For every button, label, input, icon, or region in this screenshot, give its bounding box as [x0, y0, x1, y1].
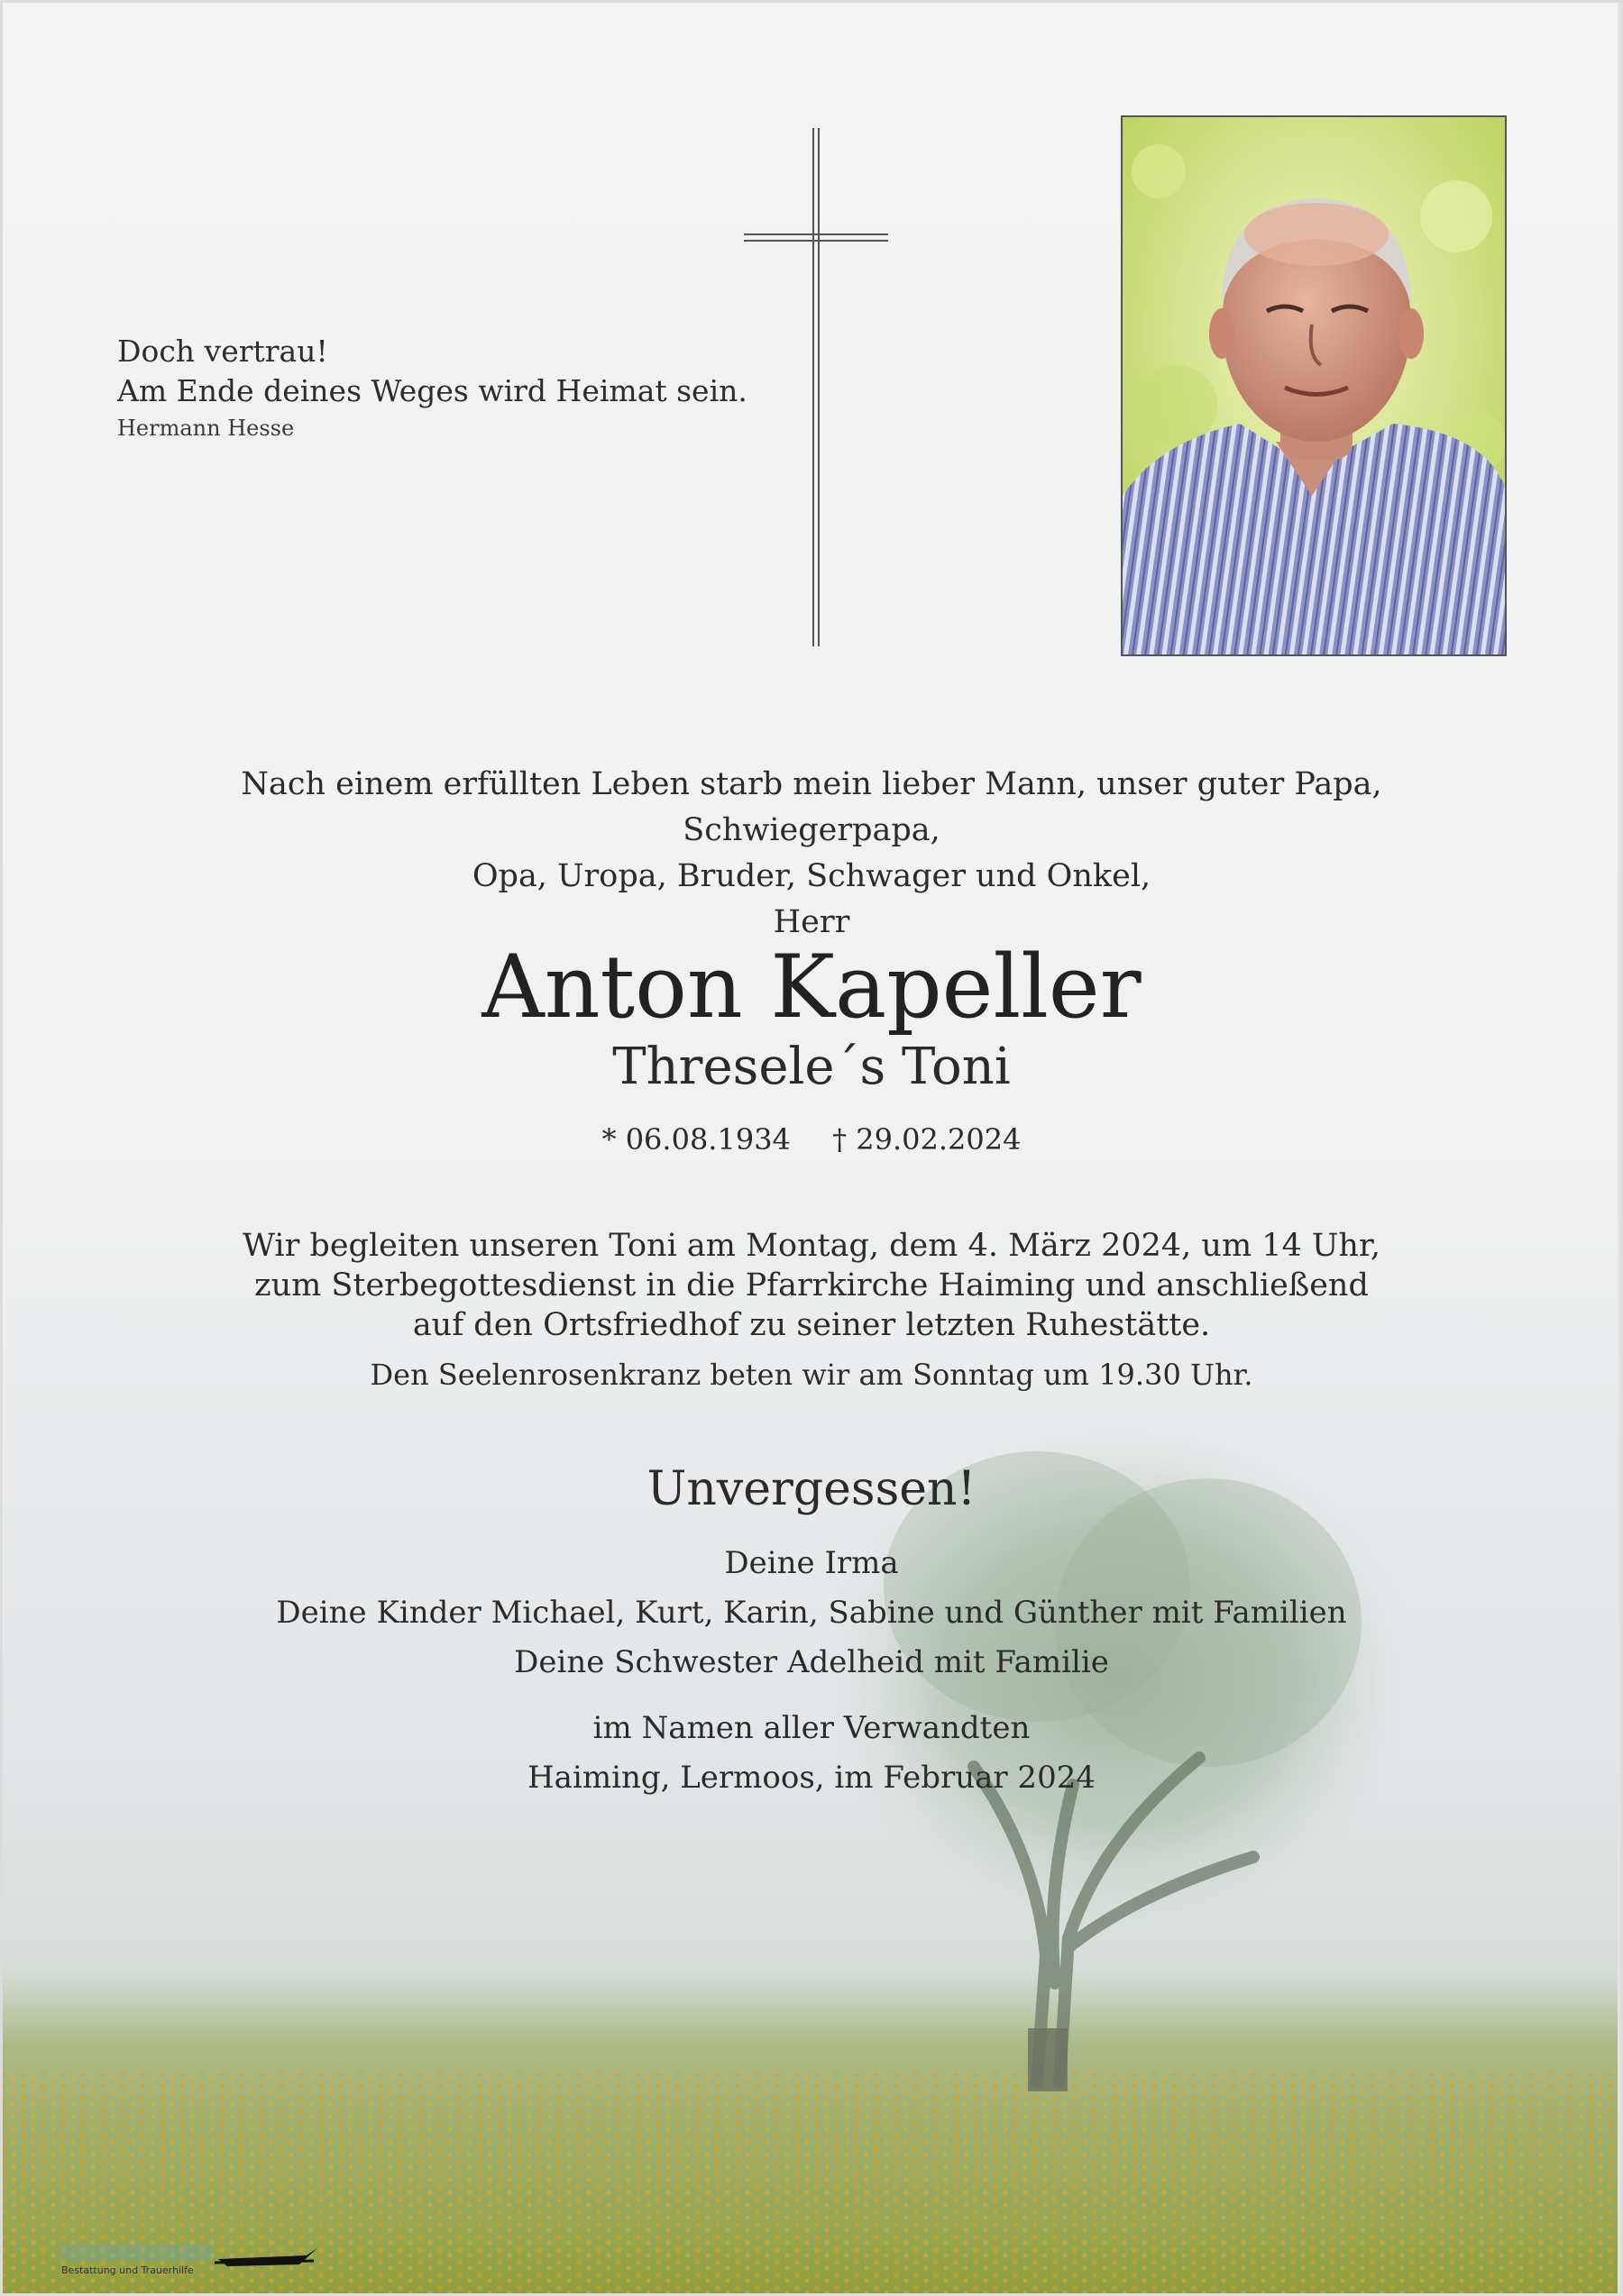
ceremony-line: auf den Ortsfriedhof zu seiner letzten Ruhestätte. [412, 1307, 1211, 1343]
quote-author: Hermann Hesse [117, 416, 295, 441]
death-date: † 29.02.2024 [832, 1122, 1022, 1157]
closing-line: im Namen aller Verwandten [592, 1710, 1031, 1746]
intro-line: Herr [773, 904, 850, 940]
deceased-nickname: Thresele´s Toni [612, 1038, 1011, 1096]
ceremony-line: Wir begleiten unseren Toni am Montag, dem 4. März 2024, um 14 Uhr, [243, 1228, 1380, 1264]
mourners-list [135, 1539, 1488, 1803]
intro-line: Opa, Uropa, Bruder, Schwager und Onkel, [472, 858, 1151, 894]
intro-text [135, 762, 1488, 946]
quote-line: Am Ende deines Weges wird Heimat sein. [117, 373, 747, 408]
deceased-portrait [1121, 115, 1507, 656]
portrait-photo [1123, 117, 1505, 654]
funeral-home-logo-text: Bestattung und Trauerhilfe [61, 2264, 194, 2276]
mourner-line: Deine Kinder Michael, Kurt, Karin, Sabine und Günther mit Familien [276, 1595, 1347, 1631]
quote-line: Doch vertrau! [117, 334, 328, 369]
intro-line: Nach einem erfüllten Leben starb mein lieber Mann, unser guter Papa, Schwiegerpapa, [241, 766, 1382, 848]
mourning-heading: Unvergessen! [646, 1462, 977, 1516]
page-edge [1618, 0, 1623, 2296]
cross-icon [739, 128, 893, 646]
life-dates [270, 1118, 1352, 1161]
mourner-line: Deine Irma [724, 1545, 899, 1581]
quote-block [117, 332, 748, 444]
mourner-line: Deine Schwester Adelheid mit Familie [514, 1644, 1109, 1680]
closing-line: Haiming, Lermoos, im Februar 2024 [527, 1760, 1096, 1796]
ceremony-text [135, 1226, 1488, 1395]
rosary-note: Den Seelenrosenkranz beten wir am Sonntag um 19.30 Uhr. [370, 1358, 1253, 1392]
birth-date: * 06.08.1934 [601, 1122, 791, 1157]
funeral-home-logo [56, 2239, 326, 2284]
ceremony-line: zum Sterbegottesdienst in die Pfarrkirche Haiming und anschließend [254, 1267, 1369, 1304]
deceased-name: Anton Kapeller [481, 937, 1142, 1038]
